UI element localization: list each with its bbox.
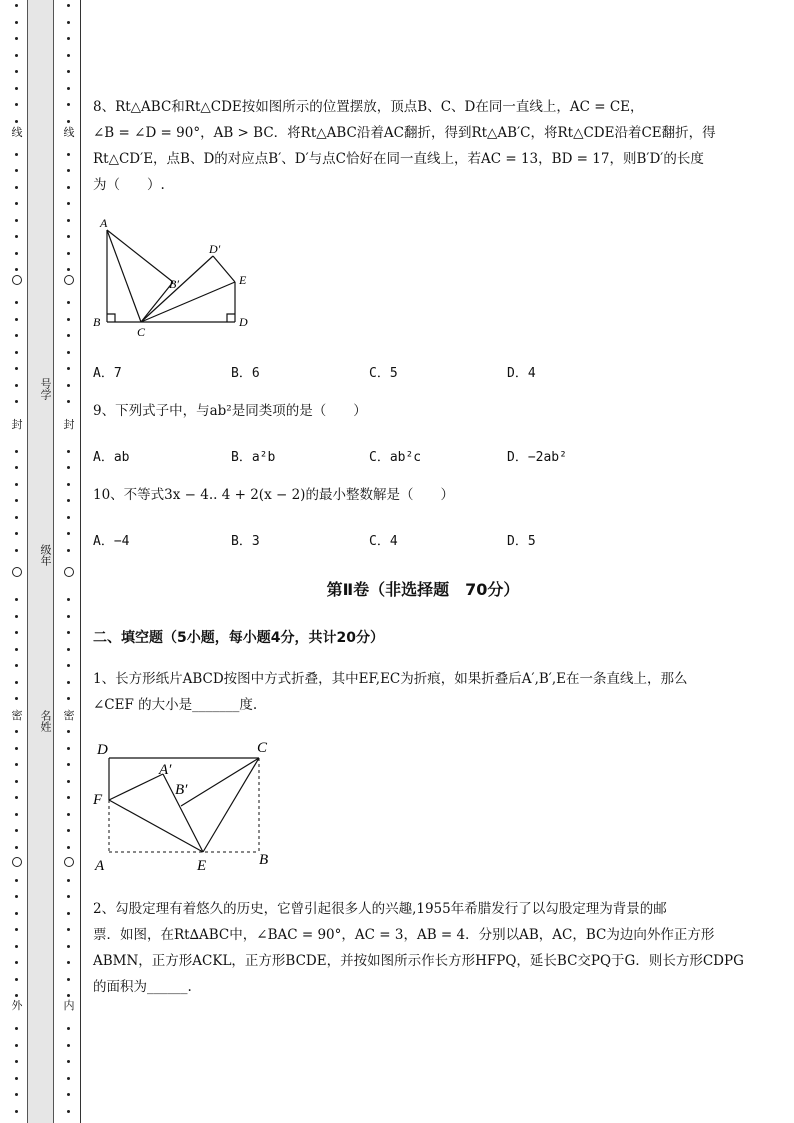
dot	[15, 1060, 18, 1063]
dot	[67, 813, 70, 816]
dot	[67, 268, 70, 271]
inner-circle-mark	[64, 275, 74, 285]
q8-option-b[interactable]: B．6	[231, 366, 260, 381]
margin-border-line	[80, 0, 81, 1123]
dot	[15, 697, 18, 700]
q8-line-4: 为（ ）.	[93, 177, 165, 193]
f1-label-C: C	[257, 740, 268, 756]
dot	[15, 846, 18, 849]
q8-option-c[interactable]: C．5	[369, 366, 398, 381]
dot	[15, 813, 18, 816]
dot	[15, 747, 18, 750]
f1-line-1: 1、长方形纸片ABCD按图中方式折叠，其中EF,EC为折痕，如果折叠后A′,B′,E在一条直线上，那么	[93, 671, 688, 687]
dot	[67, 912, 70, 915]
dot	[15, 351, 18, 354]
dot	[67, 466, 70, 469]
dot	[15, 763, 18, 766]
dot	[15, 219, 18, 222]
dot	[67, 384, 70, 387]
dot	[67, 450, 70, 453]
dot	[67, 961, 70, 964]
dot	[15, 796, 18, 799]
dot	[15, 631, 18, 634]
dot	[15, 994, 18, 997]
q10-option-a[interactable]: A．−4	[93, 534, 130, 549]
dot	[15, 1110, 18, 1113]
name-label: 名姓	[39, 710, 52, 732]
dot	[67, 120, 70, 123]
q8-line-3: Rt△CD′E，点B、D的对应点B′、D′与点C恰好在同一直线上，若AC = 13，BD = 17，则B′D′的长度	[93, 151, 704, 167]
outer-circle-mark	[12, 275, 22, 285]
dot	[15, 4, 18, 7]
dot	[15, 37, 18, 40]
dot	[67, 367, 70, 370]
inner-circle-mark	[64, 857, 74, 867]
dot	[67, 697, 70, 700]
dot	[67, 763, 70, 766]
dot	[15, 598, 18, 601]
part2-title: 第Ⅱ卷（非选择题 70分）	[326, 580, 520, 599]
dot	[67, 1077, 70, 1080]
q8-figure	[93, 210, 263, 340]
inner-cut-label: 内	[61, 999, 77, 1013]
dot	[15, 730, 18, 733]
inner-cut-label: 密	[61, 709, 77, 723]
f1-label-A: A	[95, 858, 105, 874]
dot	[15, 384, 18, 387]
dot	[15, 648, 18, 651]
q9-option-c[interactable]: C．ab²c	[369, 450, 422, 465]
dot	[15, 202, 18, 205]
f1-label-F: F	[93, 792, 103, 808]
dot	[15, 895, 18, 898]
q8-label-A: A	[100, 216, 108, 230]
f1-figure	[93, 734, 283, 874]
dot	[67, 351, 70, 354]
dot	[67, 895, 70, 898]
student-number-label: 号学	[39, 378, 52, 400]
dot	[15, 978, 18, 981]
dot	[67, 483, 70, 486]
dot	[67, 945, 70, 948]
dot	[67, 70, 70, 73]
dot	[67, 664, 70, 667]
f1-label-D: D	[97, 742, 108, 758]
dot	[67, 780, 70, 783]
q8-label-B: B	[93, 315, 101, 329]
dot	[67, 235, 70, 238]
dot	[67, 829, 70, 832]
dot	[15, 829, 18, 832]
dot	[15, 153, 18, 156]
q9-text: 9、下列式子中，与ab²是同类项的是（ ）	[93, 403, 367, 419]
q8-label-Bprime: B′	[169, 277, 179, 291]
dot	[67, 153, 70, 156]
fill-blank-section-heading: 二、填空题（5小题，每小题4分，共计20分）	[93, 630, 384, 646]
q8-line-2: ∠B = ∠D = 90°，AB > BC．将Rt△ABC沿着AC翻折，得到Rt△AB′C，将Rt△CDE沿着CE翻折，得	[93, 125, 716, 141]
dot	[15, 318, 18, 321]
q10-option-c[interactable]: C．4	[369, 534, 398, 549]
dot	[15, 961, 18, 964]
dot	[67, 169, 70, 172]
q10-option-b[interactable]: B．3	[231, 534, 260, 549]
q9-option-d[interactable]: D．−2ab²	[507, 450, 567, 465]
dot	[15, 235, 18, 238]
outer-cut-label: 封	[9, 418, 25, 432]
dot	[15, 780, 18, 783]
dot	[15, 21, 18, 24]
dot	[67, 1093, 70, 1096]
dot	[15, 1027, 18, 1030]
dot	[67, 796, 70, 799]
dot	[67, 186, 70, 189]
dot	[15, 54, 18, 57]
dot	[67, 334, 70, 337]
dot	[67, 219, 70, 222]
outer-circle-mark	[12, 567, 22, 577]
dot	[15, 103, 18, 106]
dot	[15, 186, 18, 189]
dot	[67, 400, 70, 403]
f1-line-2: ∠CEF 的大小是_______度.	[93, 697, 258, 713]
dot	[67, 978, 70, 981]
dot	[15, 615, 18, 618]
f2-line-3: ABMN，正方形ACKL，正方形BCDE，并按如图所示作长方形HFPQ，延长BC交PQ于G．则长方形CDPG	[93, 953, 744, 969]
dot	[15, 367, 18, 370]
q8-label-Dprime: D′	[209, 242, 221, 256]
dot	[15, 879, 18, 882]
dot	[15, 70, 18, 73]
f2-line-2: 票．如图，在Rt∆ABC中，∠BAC = 90°，AC = 3，AB = 4．分别以AB，AC，BC为边向外作正方形	[93, 927, 715, 943]
student-info-strip	[27, 0, 54, 1123]
dot	[15, 928, 18, 931]
q9-option-b[interactable]: B．a²b	[231, 450, 276, 465]
dot	[67, 301, 70, 304]
dot	[15, 334, 18, 337]
q8-label-C: C	[137, 325, 146, 339]
dot	[67, 21, 70, 24]
dot	[15, 466, 18, 469]
q8-option-a[interactable]: A．7	[93, 366, 122, 381]
dot	[15, 1077, 18, 1080]
dot	[15, 945, 18, 948]
dot	[67, 730, 70, 733]
q8-line-1: 8、Rt△ABC和Rt△CDE按如图所示的位置摆放，顶点B、C、D在同一直线上，AC = CE，	[93, 99, 644, 115]
f2-line-4: 的面积为______.	[93, 979, 192, 995]
f1-label-Aprime: A′	[159, 762, 172, 778]
dot	[67, 4, 70, 7]
q8-label-E: E	[239, 273, 247, 287]
dot	[15, 169, 18, 172]
q9-option-a[interactable]: A．ab	[93, 450, 130, 465]
dot	[15, 301, 18, 304]
dot	[67, 499, 70, 502]
outer-cut-label: 密	[9, 709, 25, 723]
dot	[15, 400, 18, 403]
dot	[15, 499, 18, 502]
dot	[67, 598, 70, 601]
q10-option-d[interactable]: D．5	[507, 534, 536, 549]
outer-cut-label: 外	[9, 999, 25, 1013]
f1-label-B: B	[259, 852, 269, 868]
f1-label-E: E	[197, 858, 207, 874]
dot	[67, 37, 70, 40]
outer-dotted-cut-line	[12, 0, 22, 1123]
dot	[67, 54, 70, 57]
f2-line-1: 2、勾股定理有着悠久的历史，它曾引起很多人的兴趣,1955年希腊发行了以勾股定理为背景的邮	[93, 901, 667, 917]
dot	[67, 87, 70, 90]
dot	[67, 994, 70, 997]
dot	[67, 549, 70, 552]
dot	[67, 103, 70, 106]
dot	[15, 912, 18, 915]
outer-cut-label: 线	[9, 126, 25, 140]
dot	[67, 615, 70, 618]
q8-option-d[interactable]: D．4	[507, 366, 536, 381]
dot	[67, 846, 70, 849]
inner-cut-label: 封	[61, 418, 77, 432]
dot	[67, 1110, 70, 1113]
dot	[15, 268, 18, 271]
dot	[67, 631, 70, 634]
dot	[15, 483, 18, 486]
dot	[15, 1093, 18, 1096]
dot	[15, 549, 18, 552]
dot	[67, 648, 70, 651]
dot	[15, 681, 18, 684]
grade-label: 级年	[39, 544, 52, 566]
inner-circle-mark	[64, 567, 74, 577]
binding-margin	[0, 0, 90, 1123]
dot	[67, 532, 70, 535]
dot	[67, 681, 70, 684]
dot	[67, 318, 70, 321]
dot	[67, 747, 70, 750]
dot	[15, 252, 18, 255]
dot	[15, 1044, 18, 1047]
f1-label-Bprime: B′	[175, 782, 188, 798]
dot	[15, 516, 18, 519]
dot	[67, 516, 70, 519]
dot	[67, 202, 70, 205]
q8-label-D: D	[239, 315, 248, 329]
dot	[15, 532, 18, 535]
dot	[67, 928, 70, 931]
dot	[67, 1027, 70, 1030]
outer-circle-mark	[12, 857, 22, 867]
dot	[15, 450, 18, 453]
dot	[67, 252, 70, 255]
dot	[67, 1060, 70, 1063]
dot	[67, 1044, 70, 1047]
q10-text: 10、不等式3x − 4.. 4 + 2(x − 2)的最小整数解是（ ）	[93, 487, 454, 503]
dot	[15, 664, 18, 667]
inner-dotted-cut-line	[64, 0, 74, 1123]
inner-cut-label: 线	[61, 126, 77, 140]
dot	[15, 120, 18, 123]
dot	[67, 879, 70, 882]
dot	[15, 87, 18, 90]
